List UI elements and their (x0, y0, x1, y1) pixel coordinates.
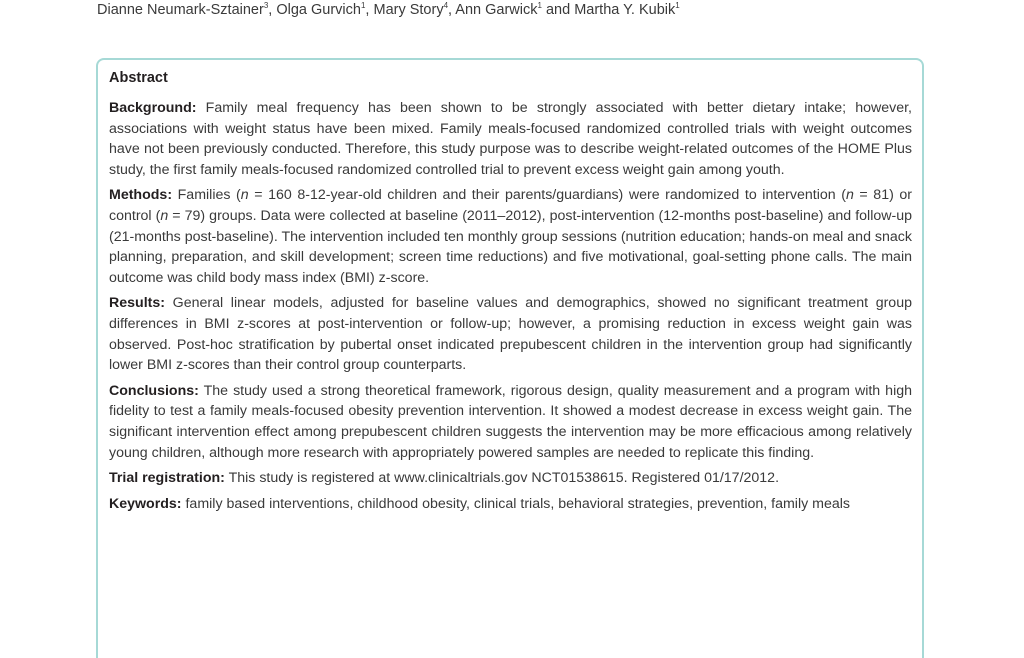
author-name: Ann Garwick (455, 2, 538, 18)
author-affiliation: 1 (360, 1, 366, 10)
section-label: Trial registration: (109, 470, 225, 487)
italic-variable: n (240, 187, 249, 204)
author-affiliation: 1 (537, 1, 542, 10)
section-text: family based interventions, childhood obesity, clinical trials, behavioral strategies, prevention, family meals (185, 495, 850, 512)
section-label: Background: (109, 100, 197, 116)
abstract-heading: Abstract (109, 70, 168, 86)
author-list (97, 0, 680, 20)
abstract-section-methods (109, 185, 912, 288)
abstract-section-keywords (109, 494, 912, 515)
section-text: General linear models, adjusted for baseline values and demographics, showed no significant treatment group differences in BMI z-scores at post-intervention or follow-up; however, a promising reduction in excess weight gain was observed. Post-hoc stratification by pubertal onset indicated prepubescent children in the intervention group had significantly lower BMI z-scores than their control group counterparts. (109, 295, 912, 374)
section-label: Keywords: (109, 495, 182, 512)
section-text (109, 187, 912, 285)
abstract-box (96, 58, 924, 658)
abstract-section-results (109, 293, 912, 375)
author-separator: , (448, 2, 456, 18)
section-text-fragment: = 81) or control ( (109, 187, 912, 224)
author-name: Dianne Neumark-Sztainer (97, 2, 264, 18)
italic-variable: n (160, 207, 169, 224)
author-name: Martha Y. Kubik (574, 2, 676, 18)
section-text: The study used a strong theoretical framework, rigorous design, quality measurement and a program with high fidelity to test a family meals-focused obesity prevention intervention. It showed a modest decrease in excess weight gain. The significant intervention effect among prepubescent children suggests the intervention may be more efficacious among relatively young children, although more research with appropriately powered samples are needed to replicate this finding. (109, 382, 913, 461)
italic-variable: n (845, 187, 854, 204)
section-label: Methods: (109, 187, 173, 204)
author-name: Mary Story (373, 2, 444, 18)
author-affiliation: 3 (263, 1, 269, 10)
section-text-fragment: = 160 8-12-year-old children and their parents/guardians) were randomized to intervention ( (248, 187, 846, 204)
section-label: Conclusions: (109, 382, 199, 399)
section-text: This study is registered at www.clinicaltrials.gov NCT01538615. Registered 01/17/2012. (228, 470, 780, 487)
author-name: Olga Gurvich (276, 2, 361, 18)
author-affiliation: 4 (443, 1, 449, 10)
section-text-fragment: Families ( (177, 187, 241, 204)
section-text-fragment: = 79) groups. Data were collected at baseline (2011–2012), post-intervention (12-months post-baseline) and follow-up (21-months post-baseline). The intervention included ten monthly group sessions (nutrition education; hands-on meal and snack planning, preparation, and skill development; screen time reductions) and five motivational, goal-setting phone calls. The main outcome was child body mass index (BMI) z-score. (109, 207, 912, 286)
author-separator: , (365, 2, 374, 18)
author-separator: and (541, 2, 575, 18)
section-label: Results: (109, 295, 165, 312)
abstract-section-background (109, 98, 912, 180)
abstract-sections (109, 98, 912, 514)
abstract-section-conclusions (109, 381, 912, 463)
section-text: Family meal frequency has been shown to be strongly associated with better dietary intake; however, associations with weight status have been mixed. Family meals-focused randomized controlled trials with weight outcomes have not been previously conducted. Therefore, this study purpose was to describe weight-related outcomes of the HOME Plus study, the first family meals-focused randomized controlled trial to prevent excess weight gain among youth. (109, 100, 912, 178)
abstract-section-trial-registration (109, 468, 912, 489)
author-affiliation: 1 (675, 1, 680, 10)
author-separator: , (268, 2, 277, 18)
